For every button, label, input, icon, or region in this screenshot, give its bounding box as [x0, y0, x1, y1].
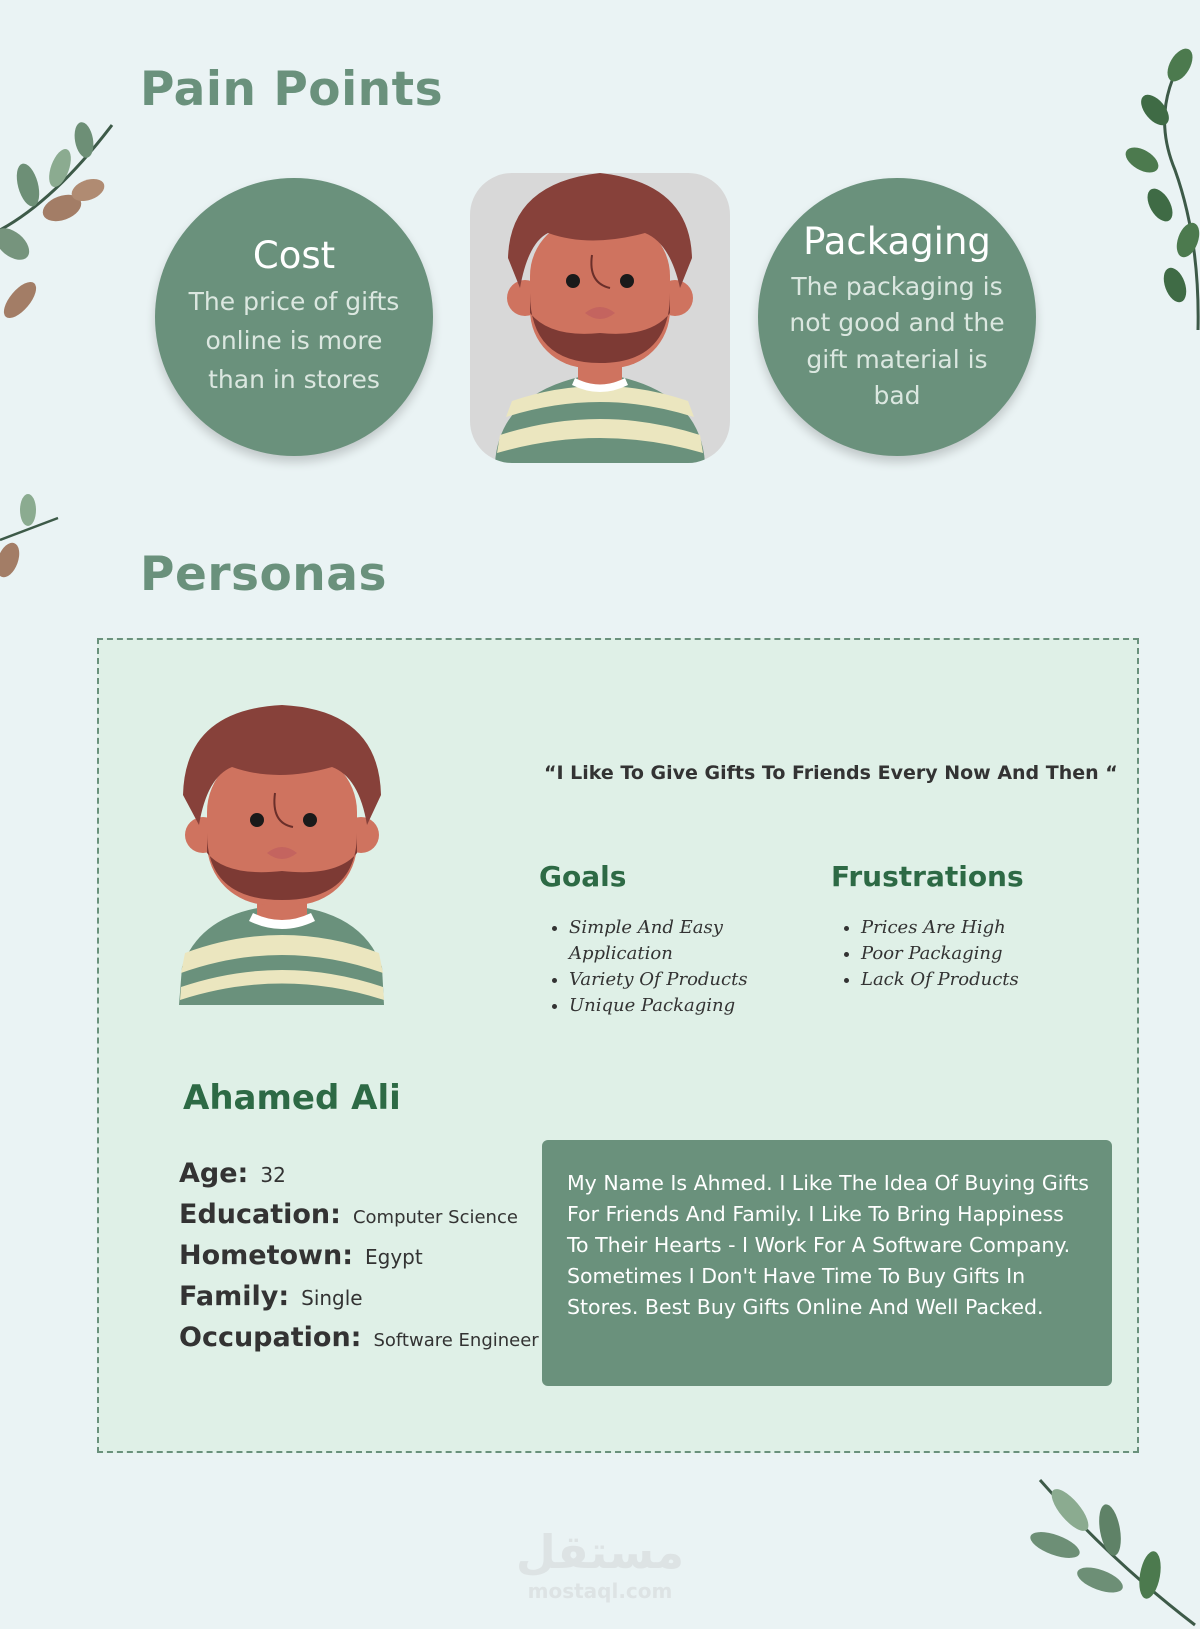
detail-key: Education:	[179, 1199, 341, 1230]
detail-hometown	[179, 1240, 539, 1281]
detail-value: Single	[301, 1286, 363, 1310]
watermark	[480, 1525, 720, 1603]
persona-quote: “I Like To Give Gifts To Friends Every Now And Then “	[544, 762, 1118, 784]
detail-family	[179, 1281, 539, 1322]
frustrations-section	[831, 860, 1121, 993]
detail-education	[179, 1199, 539, 1240]
personas-title: Personas	[140, 547, 387, 602]
goals-section	[539, 860, 799, 1019]
list-item: • Prices Are High	[861, 915, 1121, 941]
packaging-description: The packaging is not good and the gift material is bad	[789, 272, 1005, 410]
detail-key: Occupation:	[179, 1322, 362, 1353]
detail-value: Computer Science	[352, 1207, 518, 1228]
cost-description: The price of gifts online is more than in stores	[188, 287, 400, 394]
packaging-title: Packaging	[803, 220, 991, 263]
detail-value: Software Engineer	[373, 1330, 539, 1351]
detail-key: Hometown:	[179, 1240, 354, 1271]
pain-points-title: Pain Points	[140, 62, 444, 117]
cost-pain-point	[155, 178, 433, 456]
cost-title: Cost	[252, 234, 336, 278]
leaf-branch-icon	[0, 110, 115, 335]
list-item: • Lack Of Products	[861, 967, 1121, 993]
goals-list	[539, 915, 799, 1019]
goals-title: Goals	[539, 860, 627, 893]
detail-occupation	[179, 1322, 539, 1363]
detail-key: Age:	[179, 1158, 249, 1189]
leaf-branch-icon	[1080, 40, 1200, 340]
avatar-illustration	[470, 173, 730, 463]
list-item: • Unique Packaging	[569, 993, 799, 1019]
packaging-pain-point	[758, 178, 1036, 456]
detail-key: Family:	[179, 1281, 290, 1312]
detail-age	[179, 1158, 539, 1199]
persona-name: Ahamed Ali	[183, 1078, 401, 1118]
pain-points-avatar	[470, 173, 730, 463]
detail-value: Egypt	[365, 1245, 423, 1269]
list-item: • Simple And Easy Application	[569, 915, 799, 967]
watermark-arabic: مستقل	[515, 1525, 685, 1579]
watermark-latin: mostaql.com	[527, 1579, 673, 1603]
leaf-branch-icon	[1020, 1470, 1200, 1629]
detail-value: 32	[260, 1163, 286, 1187]
frustrations-title: Frustrations	[831, 860, 1024, 893]
persona-avatar	[177, 705, 387, 1005]
persona-bio: My Name Is Ahmed. I Like The Idea Of Buying Gifts For Friends And Family. I Like To Bring Happiness To Their Hearts - I Work For A Software Company. Sometimes I Don't Have Time To Buy Gifts In Stores. Best Buy Gifts Online And Well Packed.	[542, 1140, 1112, 1386]
list-item: • Poor Packaging	[861, 941, 1121, 967]
frustrations-list	[831, 915, 1121, 993]
list-item: • Variety Of Products	[569, 967, 799, 993]
leaf-branch-icon	[0, 490, 60, 580]
persona-details	[179, 1158, 539, 1363]
